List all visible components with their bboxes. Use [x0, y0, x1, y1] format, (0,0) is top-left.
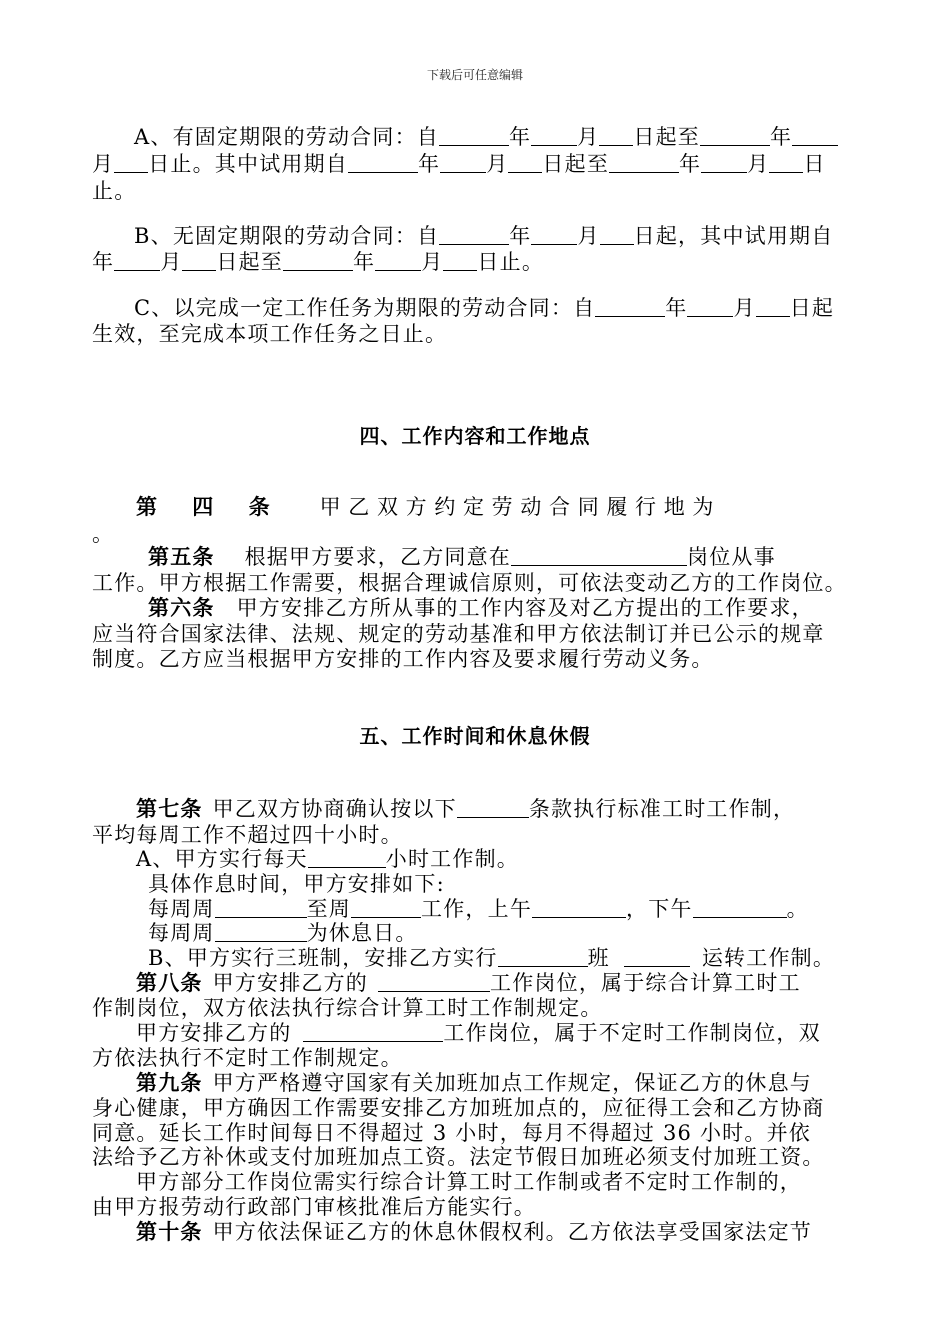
- article-9-line-1: 第九条 甲方严格遵守国家有关加班加点工作规定，保证乙方的休息与: [136, 1070, 813, 1095]
- blank-field[interactable]: [700, 125, 770, 146]
- article-7-label: 第七条: [136, 796, 203, 821]
- blank-field[interactable]: [308, 847, 386, 868]
- article-6-line-2: 应当符合国家法律、法规、规定的劳动基准和甲方依法制订并已公示的规章: [92, 622, 825, 646]
- blank-field[interactable]: [531, 224, 577, 245]
- article-4-label: 第 四 条: [136, 494, 284, 519]
- blank-field[interactable]: [348, 152, 418, 173]
- article-6-line-1: 第六条 甲方安排乙方所从事的工作内容及对乙方提出的工作要求，: [148, 595, 814, 620]
- article-10-line-1: 第十条 甲方依法保证乙方的休息休假权利。乙方依法享受国家法定节: [136, 1219, 813, 1244]
- article-10-label: 第十条: [136, 1219, 203, 1244]
- blank-field[interactable]: [599, 125, 633, 146]
- article-8-para-2-line-2: 方依法执行不定时工作制规定。: [92, 1046, 403, 1070]
- blank-field[interactable]: [283, 250, 353, 271]
- article-4-line-2: 。: [92, 522, 115, 546]
- article-7-restday-line: 每周周 为休息日。: [148, 921, 418, 945]
- blank-field[interactable]: [701, 152, 747, 173]
- article-8-line-1: 第八条 甲方安排乙方的 工作岗位，属于综合计算工时工: [136, 970, 801, 995]
- option-b-line-1: B、无固定期限的劳动合同：自 年 月 日起，其中试用期自: [134, 224, 834, 248]
- blank-field[interactable]: [439, 224, 509, 245]
- blank-field[interactable]: [443, 250, 477, 271]
- article-5-label: 第五条: [148, 544, 215, 569]
- article-5-line-2: 工作。甲方根据工作需要，根据合理诚信原则，可依法变动乙方的工作岗位。: [92, 571, 847, 595]
- option-c-line-2: 生效，至完成本项工作任务之日止。: [92, 322, 448, 346]
- blank-field[interactable]: [532, 897, 626, 918]
- blank-field[interactable]: [440, 152, 486, 173]
- blank-field[interactable]: [378, 971, 490, 992]
- article-5-line-1: 第五条 根据甲方要求，乙方同意在 岗位从事: [148, 544, 776, 569]
- option-a-line-3: 止。: [92, 179, 137, 203]
- article-9-line-2: 身心健康，甲方确因工作需要安排乙方加班加点的，应征得工会和乙方协商: [92, 1096, 825, 1120]
- option-a-line-2: 月 日止。其中试用期自 年 月 日起至 年 月 日: [92, 152, 826, 176]
- blank-field[interactable]: [792, 125, 838, 146]
- blank-field[interactable]: [215, 897, 307, 918]
- article-9-line-3: 同意。延长工作时间每日不得超过 3 小时，每月不得超过 36 小时。并依: [92, 1121, 811, 1145]
- option-b-line-2: 年 月 日起至 年 月 日止。: [92, 250, 545, 274]
- article-8-label: 第八条: [136, 970, 203, 995]
- article-7-schedule-intro: 具体作息时间，甲方安排如下:: [148, 872, 445, 896]
- article-7-line-2: 平均每周工作不超过四十小时。: [92, 823, 403, 847]
- blank-field[interactable]: [439, 125, 509, 146]
- article-4-line-1: 第 四 条 甲 乙 双 方 约 定 劳 动 合 同 履 行 地 为: [136, 494, 714, 519]
- section-4-heading: 四、工作内容和工作地点: [359, 424, 591, 448]
- blank-field[interactable]: [215, 921, 307, 942]
- blank-field[interactable]: [531, 125, 577, 146]
- blank-field[interactable]: [511, 545, 687, 566]
- article-7-line-1: 第七条 甲乙双方协商确认按以下 条款执行标准工时工作制，: [136, 796, 796, 821]
- article-9-line-4: 法给予乙方补休或支付加班加点工资。法定节假日加班必须支付加班工资。: [92, 1145, 825, 1169]
- blank-field[interactable]: [182, 250, 216, 271]
- blank-field[interactable]: [351, 897, 421, 918]
- article-7-workdays-line: 每周周 至周 工作，上午 ，下午 。: [148, 897, 809, 921]
- blank-field[interactable]: [756, 296, 790, 317]
- article-9-para-2-line-1: 甲方部分工作岗位需实行综合计算工时工作制或者不定时工作制的，: [136, 1170, 802, 1194]
- article-7-option-a: A、甲方实行每天 小时工作制。: [136, 847, 519, 871]
- blank-field[interactable]: [457, 797, 529, 818]
- article-7-option-b: B、甲方实行三班制，安排乙方实行 班 运转工作制。: [148, 946, 836, 970]
- option-c-line-1: C、以完成一定工作任务为期限的劳动合同：自 年 月 日起: [134, 296, 835, 320]
- blank-field[interactable]: [687, 296, 733, 317]
- blank-field[interactable]: [114, 152, 148, 173]
- article-6-label: 第六条: [148, 595, 215, 620]
- article-8-line-2: 作制岗位，双方依法执行综合计算工时工作制规定。: [92, 996, 603, 1020]
- blank-field[interactable]: [609, 152, 679, 173]
- blank-field[interactable]: [303, 1021, 443, 1042]
- article-9-para-2-line-2: 由甲方报劳动行政部门审核批准后方能实行。: [92, 1195, 536, 1219]
- blank-field[interactable]: [498, 946, 588, 967]
- section-5-heading: 五、工作时间和休息休假: [359, 724, 591, 748]
- blank-field[interactable]: [375, 250, 421, 271]
- article-8-para-2-line-1: 甲方安排乙方的 工作岗位，属于不定时工作制岗位，双: [136, 1021, 821, 1045]
- blank-field[interactable]: [693, 897, 787, 918]
- blank-field[interactable]: [769, 152, 803, 173]
- page-header-note: 下载后可任意编辑: [426, 68, 523, 82]
- option-a-line-1: A、有固定期限的劳动合同：自 年 月 日起至 年: [134, 124, 838, 150]
- blank-field[interactable]: [508, 152, 542, 173]
- blank-field[interactable]: [600, 224, 634, 245]
- blank-field[interactable]: [114, 250, 160, 271]
- article-6-line-3: 制度。乙方应当根据甲方安排的工作内容及要求履行劳动义务。: [92, 647, 714, 671]
- article-9-label: 第九条: [136, 1070, 203, 1095]
- blank-field[interactable]: [595, 296, 665, 317]
- blank-field[interactable]: [624, 946, 690, 967]
